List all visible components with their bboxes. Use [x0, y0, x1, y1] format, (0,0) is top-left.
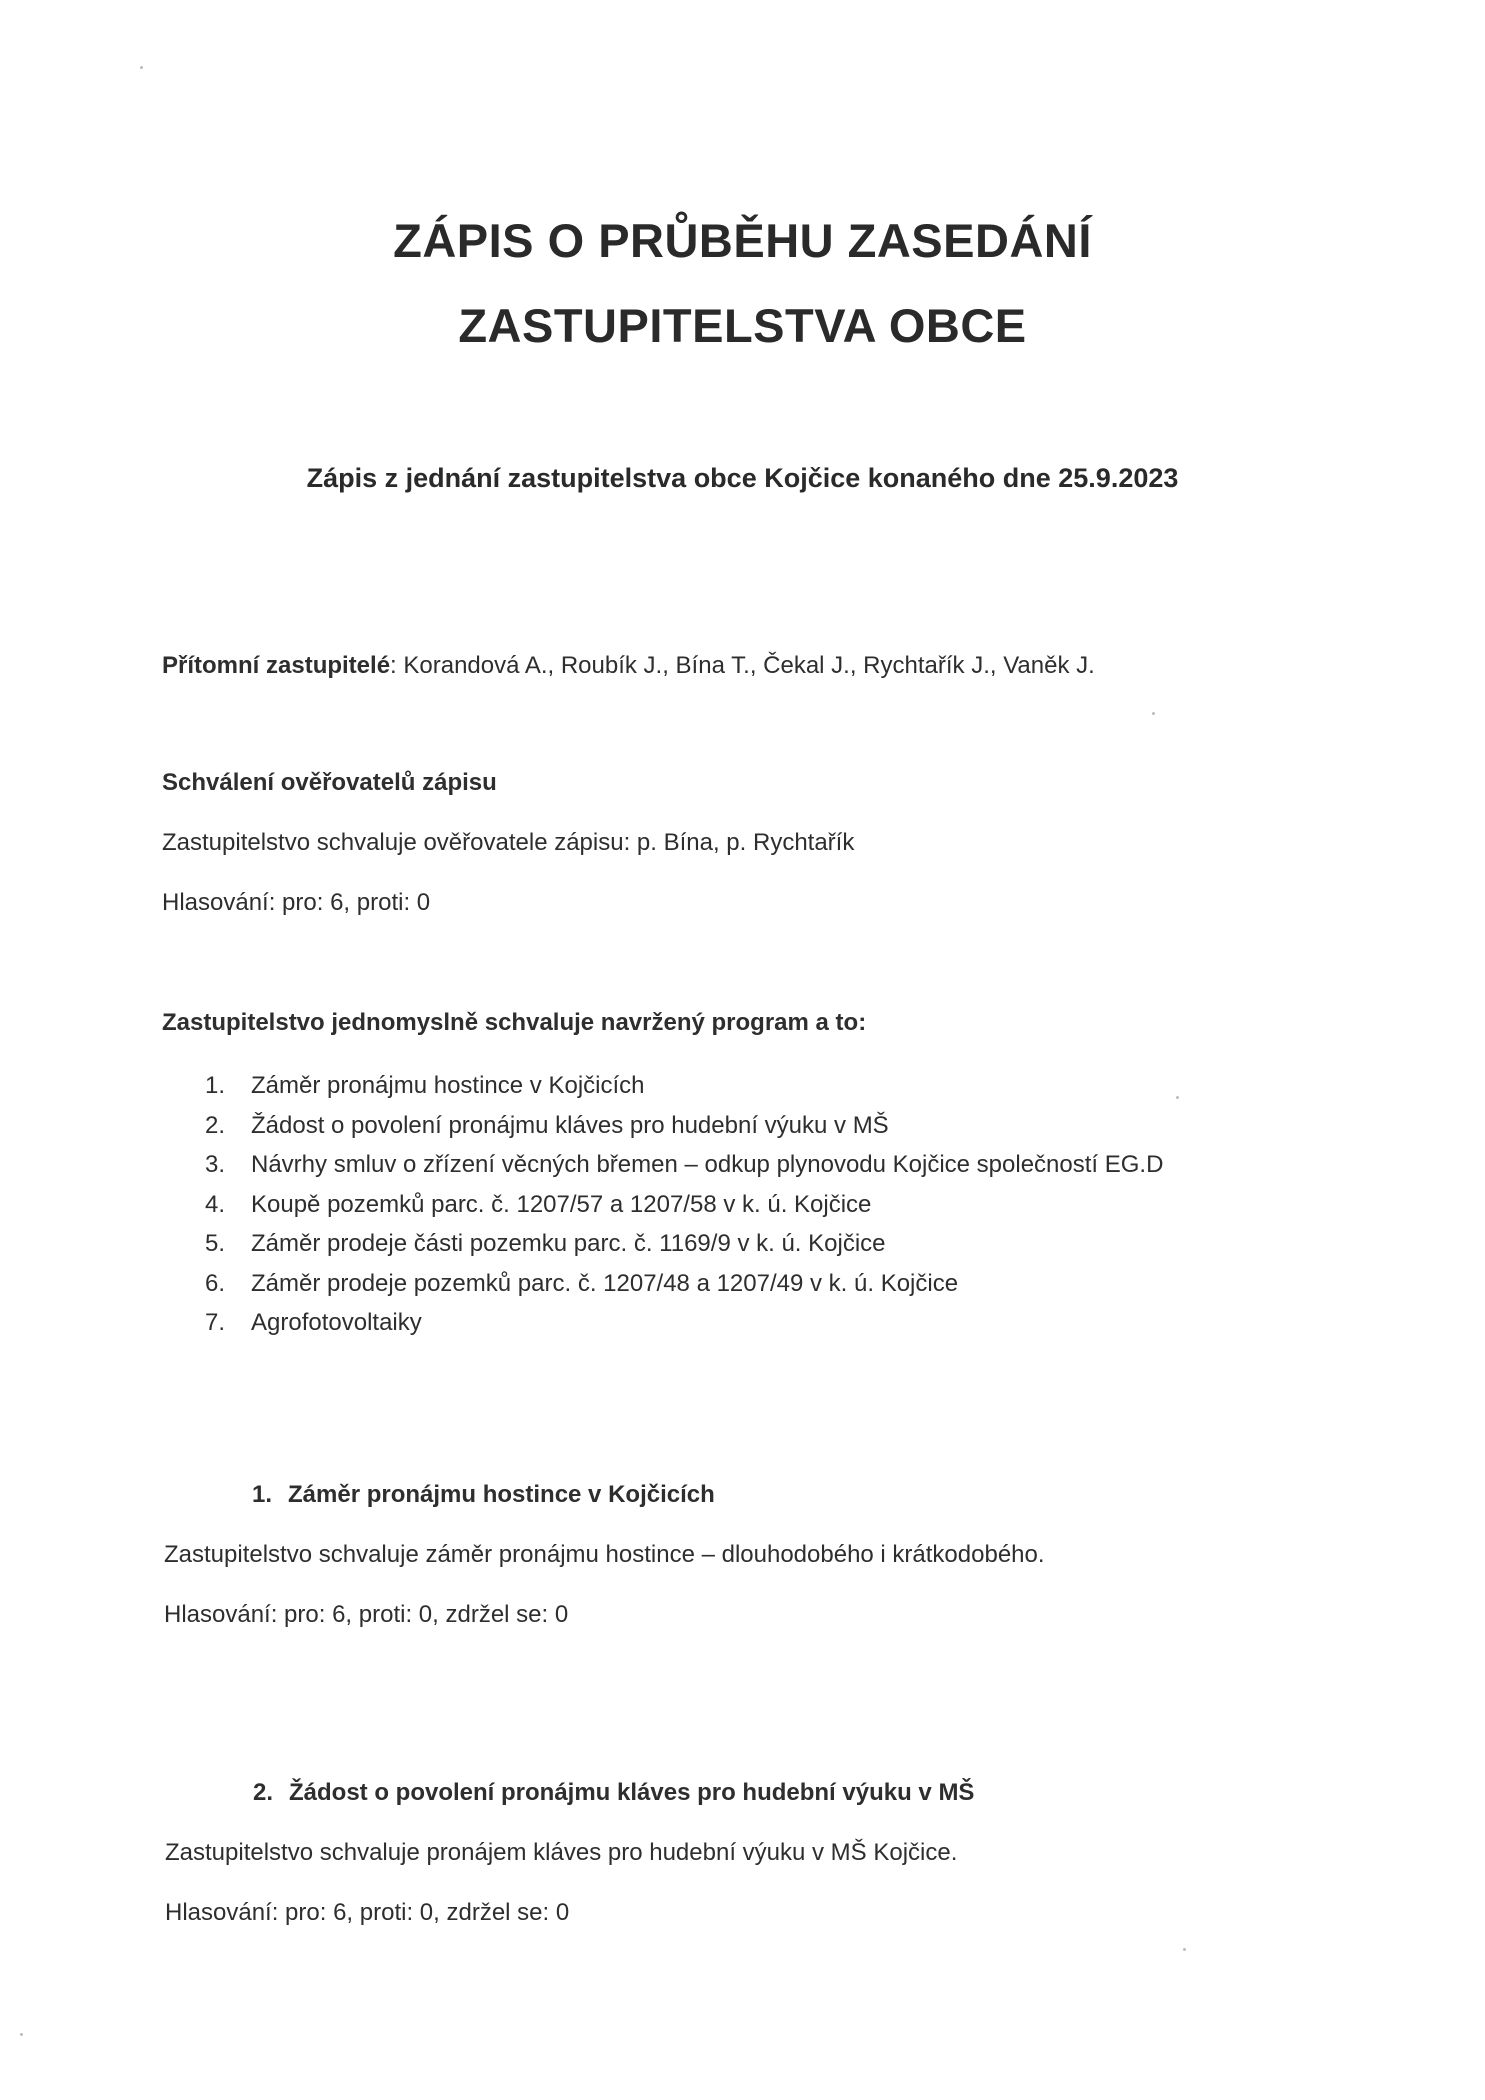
- program-item-number: 6.: [205, 1269, 226, 1297]
- program-item-text: Záměr prodeje pozemků parc. č. 1207/48 a 1207/49 v k. ú. Kojčice: [251, 1269, 959, 1297]
- program-item: [205, 1145, 1163, 1185]
- section-2-number: 2.: [253, 1779, 274, 1806]
- program-list: [205, 1066, 1163, 1343]
- program-item-text: Záměr prodeje části pozemku parc. č. 1169/9 v k. ú. Kojčice: [251, 1230, 886, 1257]
- program-item-text: Návrhy smluv o zřízení věcných břemen – odkup plynovodu Kojčice společností EG.D: [251, 1151, 1164, 1178]
- verifiers-text: Zastupitelstvo schvaluje ověřovatele zápisu: p. Bína, p. Rychtařík: [162, 829, 855, 856]
- scan-speck: [20, 2033, 23, 2036]
- section-1-title: Záměr pronájmu hostince v Kojčicích: [288, 1481, 715, 1508]
- section-1-vote: Hlasování: pro: 6, proti: 0, zdržel se: 0: [164, 1601, 569, 1628]
- program-item: [205, 1303, 1163, 1343]
- scan-speck: [1152, 712, 1155, 715]
- section-2-vote: Hlasování: pro: 6, proti: 0, zdržel se: 0: [165, 1899, 570, 1926]
- scan-speck: [140, 66, 143, 69]
- section-2-heading: [253, 1779, 974, 1807]
- program-item-number: 1.: [205, 1072, 226, 1099]
- program-item: [205, 1224, 1163, 1264]
- document-subtitle: Zápis z jednání zastupitelstva obce Kojčice konaného dne 25.9.2023: [306, 463, 1179, 493]
- program-item: [205, 1066, 1163, 1106]
- section-2-text: Zastupitelstvo schvaluje pronájem kláves pro hudební výuku v MŠ Kojčice.: [165, 1839, 958, 1866]
- program-item: [205, 1106, 1163, 1146]
- document-title-line-1: ZÁPIS O PRŮBĚHU ZASEDÁNÍ: [393, 214, 1092, 267]
- program-heading: Zastupitelstvo jednomyslně schvaluje navržený program a to:: [162, 1009, 867, 1036]
- section-1-number: 1.: [252, 1481, 273, 1508]
- program-item: [205, 1264, 1163, 1304]
- scan-speck: [1176, 1096, 1179, 1099]
- program-item-number: 4.: [205, 1190, 226, 1218]
- program-item-number: 3.: [205, 1151, 226, 1178]
- program-item: [205, 1185, 1163, 1225]
- verifiers-heading: Schválení ověřovatelů zápisu: [162, 769, 497, 796]
- program-item-text: Agrofotovoltaiky: [251, 1309, 422, 1336]
- program-item-text: Žádost o povolení pronájmu kláves pro hudební výuku v MŠ: [251, 1111, 889, 1139]
- present-members: [162, 652, 1095, 680]
- document-title-line-2: ZASTUPITELSTVA OBCE: [458, 299, 1027, 352]
- program-item-number: 7.: [205, 1309, 226, 1336]
- section-1-heading: [252, 1481, 715, 1509]
- present-members-label: Přítomní zastupitelé: [162, 652, 391, 679]
- section-2-title: Žádost o povolení pronájmu kláves pro hudební výuku v MŠ: [289, 1779, 975, 1806]
- program-item-number: 5.: [205, 1230, 226, 1257]
- section-1-text: Zastupitelstvo schvaluje záměr pronájmu hostince – dlouhodobého i krátkodobého.: [164, 1541, 1045, 1568]
- present-members-names: : Korandová A., Roubík J., Bína T., Čekal J., Rychtařík J., Vaněk J.: [390, 652, 1095, 679]
- program-item-number: 2.: [205, 1111, 226, 1139]
- program-item-text: Záměr pronájmu hostince v Kojčicích: [251, 1072, 645, 1099]
- verifiers-vote: Hlasování: pro: 6, proti: 0: [162, 889, 431, 916]
- program-item-text: Koupě pozemků parc. č. 1207/57 a 1207/58 v k. ú. Kojčice: [251, 1190, 872, 1218]
- scan-speck: [1183, 1948, 1186, 1951]
